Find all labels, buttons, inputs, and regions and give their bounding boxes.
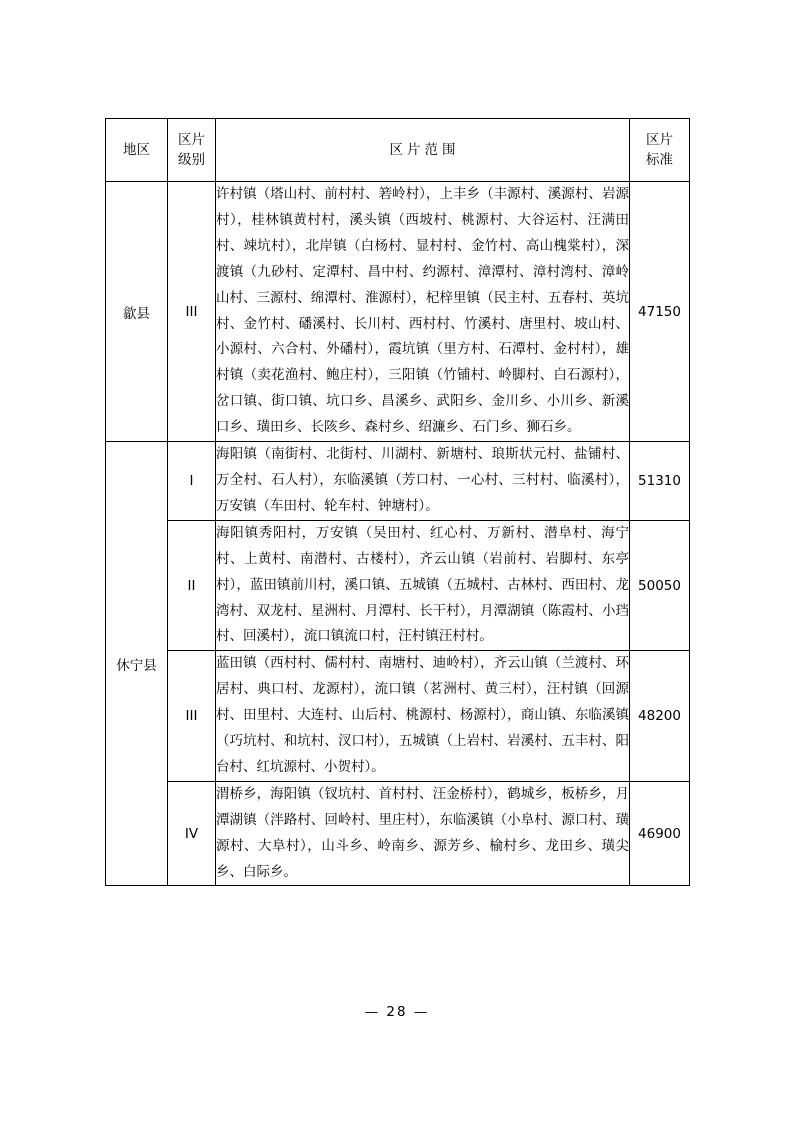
table-body bbox=[106, 182, 690, 886]
column-header-standard bbox=[630, 119, 690, 182]
cell-scope: 蓝田镇（西村村、儒村村、南塘村、迪岭村），齐云山镇（兰渡村、环居村、典口村、龙源村），流口镇（茗洲村、黄三村），汪村镇（回源村、田里村、大连村、山后村、桃源村、杨源村），商山镇、东临溪镇（巧坑村、和坑村、汊口村），五城镇（上岩村、岩溪村、五丰村、阳台村、红坑源村、小贺村）。 bbox=[216, 651, 630, 782]
land-acquisition-area-table bbox=[105, 118, 690, 886]
cell-level: I bbox=[168, 442, 216, 521]
cell-level: III bbox=[168, 651, 216, 782]
cell-level: IV bbox=[168, 781, 216, 886]
cell-scope: 许村镇（塔山村、前村村、箬岭村），上丰乡（丰源村、溪源村、岩源村），桂林镇黄村村，溪头镇（西坡村、桃源村、大谷运村、汪满田村、竦坑村），北岸镇（白杨村、显村村、金竹村、高山槐棠村），深渡镇（九砂村、定潭村、昌中村、约源村、漳潭村、漳村湾村、漳岭山村、三源村、绵潭村、淮源村），杞梓里镇（民主村、五春村、英坑村、金竹村、磻溪村、长川村、西村村、竹溪村、唐里村、坡山村、小源村、六合村、外磻村），霞坑镇（里方村、石潭村、金村村），雄村镇（卖花渔村、鲍庄村），三阳镇（竹铺村、岭脚村、白石源村），岔口镇、街口镇、坑口乡、昌溪乡、武阳乡、金川乡、小川乡、新溪口乡、璜田乡、长陔乡、森村乡、绍濂乡、石门乡、狮石乡。 bbox=[216, 182, 630, 442]
page-footer bbox=[0, 1004, 794, 1020]
column-header-standard-line2: 标准 bbox=[646, 152, 673, 168]
cell-standard: 48200 bbox=[630, 651, 690, 782]
table-row bbox=[106, 651, 690, 782]
page-number: — 28 — bbox=[364, 1004, 430, 1020]
column-header-scope bbox=[216, 119, 630, 182]
column-header-level bbox=[168, 119, 216, 182]
column-header-scope-label: 区片范围 bbox=[389, 141, 460, 158]
table-header bbox=[106, 119, 690, 182]
cell-standard: 46900 bbox=[630, 781, 690, 886]
column-header-level-line2: 级别 bbox=[178, 152, 205, 168]
cell-scope: 海阳镇秀阳村，万安镇（吴田村、红心村、万新村、潜阜村、海宁村、上黄村、南潜村、古楼村），齐云山镇（岩前村、岩脚村、东亭村），蓝田镇前川村，溪口镇、五城镇（五城村、古林村、西田村、龙湾村、双龙村、星洲村、月潭村、长干村），月潭湖镇（陈霞村、小珰村、回溪村），流口镇流口村，汪村镇汪村村。 bbox=[216, 520, 630, 651]
cell-level: II bbox=[168, 520, 216, 651]
cell-standard: 50050 bbox=[630, 520, 690, 651]
table-row bbox=[106, 442, 690, 521]
table-header-row bbox=[106, 119, 690, 182]
column-header-region: 地区 bbox=[106, 119, 168, 182]
cell-level: III bbox=[168, 182, 216, 442]
cell-region: 歙县 bbox=[106, 182, 168, 442]
table-row bbox=[106, 182, 690, 442]
column-header-standard-line1: 区片 bbox=[646, 131, 673, 148]
cell-standard: 47150 bbox=[630, 182, 690, 442]
cell-region: 休宁县 bbox=[106, 442, 168, 886]
column-header-level-line1: 区片 bbox=[178, 131, 205, 148]
table-row bbox=[106, 520, 690, 651]
table-row bbox=[106, 781, 690, 886]
cell-scope: 海阳镇（南街村、北街村、川湖村、新塘村、琅斯状元村、盐铺村、万全村、石人村），东临溪镇（芳口村、一心村、三村村、临溪村），万安镇（车田村、轮车村、钟塘村）。 bbox=[216, 442, 630, 521]
cell-standard: 51310 bbox=[630, 442, 690, 521]
cell-scope: 渭桥乡，海阳镇（钗坑村、首村村、汪金桥村），鹤城乡，板桥乡，月潭湖镇（泮路村、回岭村、里庄村），东临溪镇（小阜村、源口村、璜源村、大阜村），山斗乡、岭南乡、源芳乡、榆村乡、龙田乡、璜尖乡、白际乡。 bbox=[216, 781, 630, 886]
